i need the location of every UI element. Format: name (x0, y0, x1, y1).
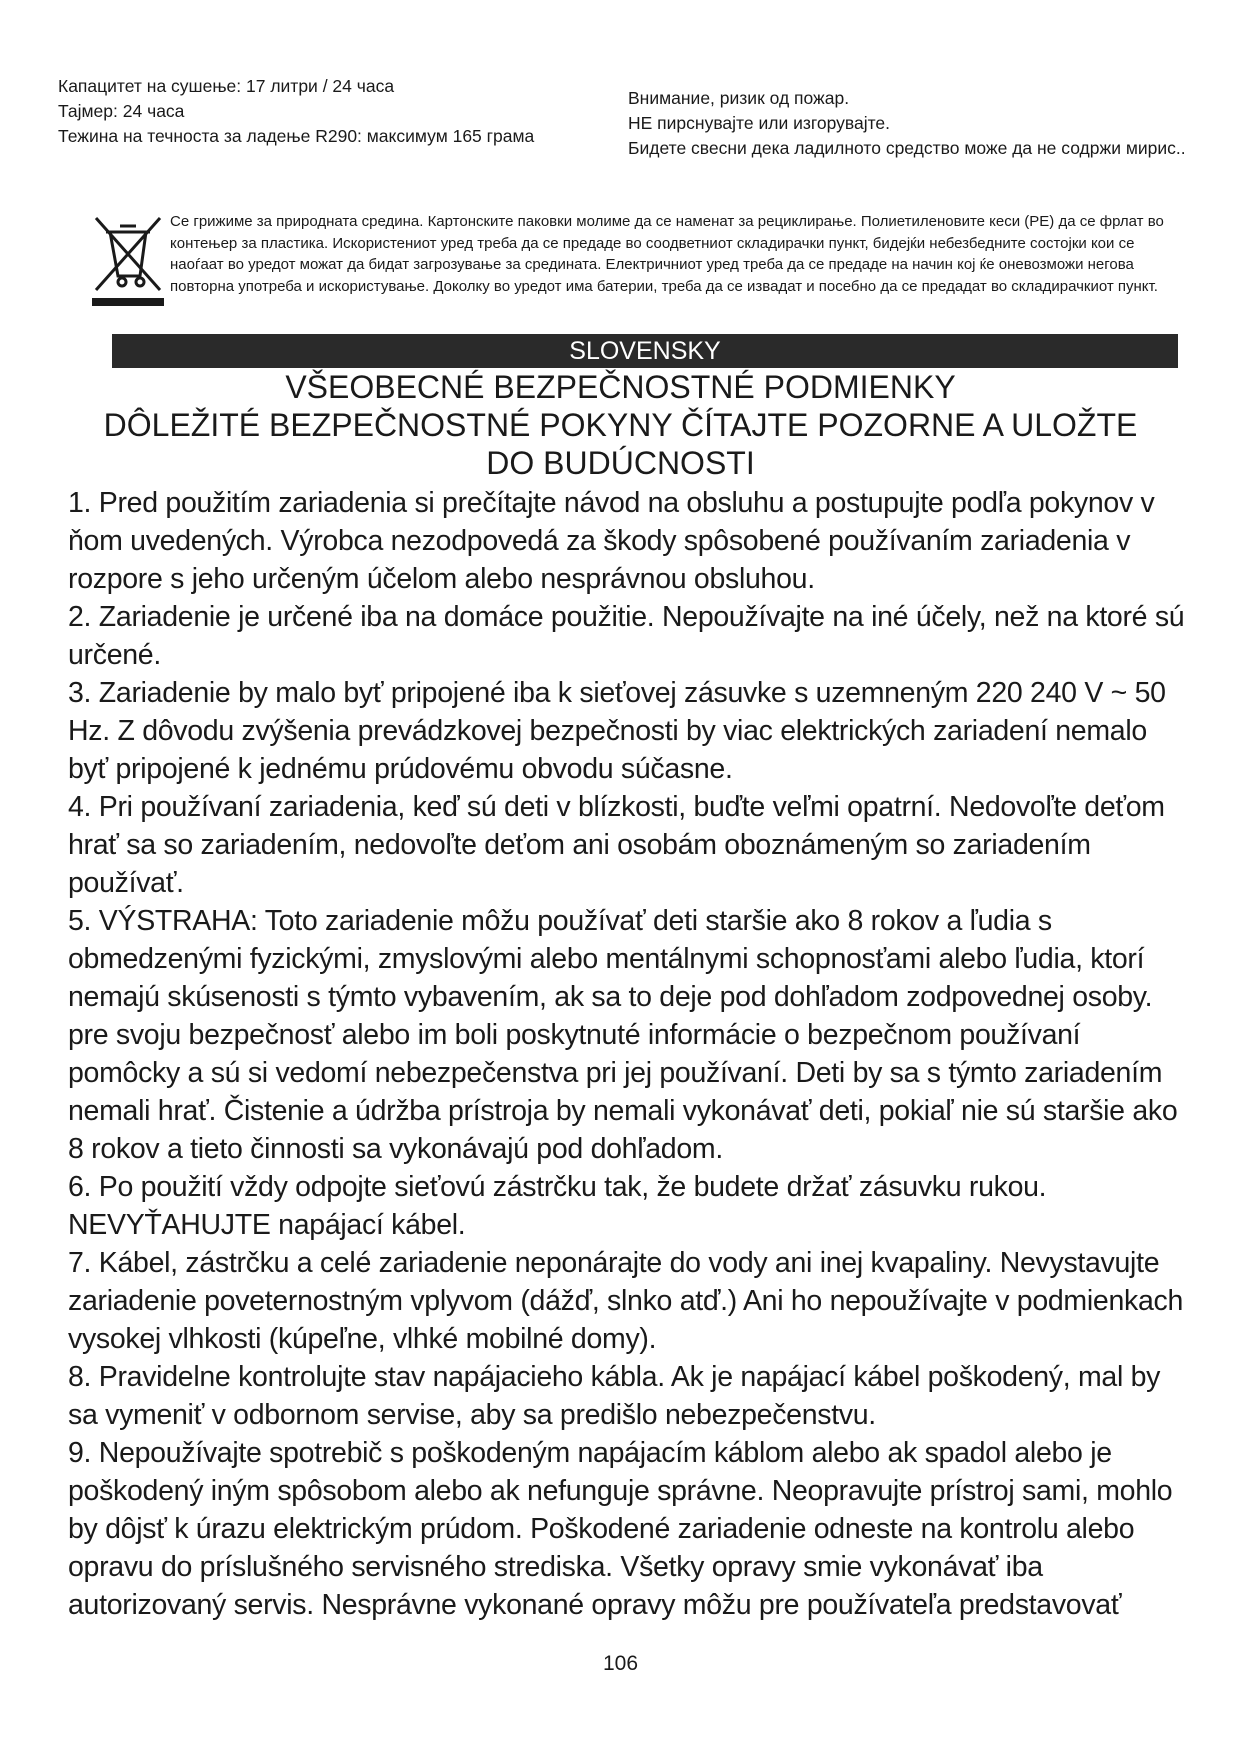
crossed-out-wheelie-bin-icon (88, 214, 168, 314)
environmental-notice: Се грижиме за природната средина. Картонските паковки молиме да се наменат за рециклирање. Полиетиленовите кеси (PE) да се фрлат во контењер за пластика. Искористениот уред треба да се предаде во соодветниот складирачки пункт, бидејќи небезбедните состојки кои се наоѓаат во уредот можат да бидат загрозување за средината. Електричниот уред треба да се предаде на начин кој ќе оневозможи негова повторна употреба и искористување. Доколку во уредот има батерии, треба да се извадат и посебно да се предадат во складирачкиот пункт. (170, 213, 1164, 295)
fire-warning-line-3: Бидете свесни дека ладилното средство може да не содржи мирис.. (628, 138, 1186, 158)
timer-spec: Тајмер: 24 часа (58, 101, 185, 121)
instruction-item: 1. Pred použitím zariadenia si prečítajte návod na obsluhu a postupujte podľa pokynov v ňom uvedených. Výrobca nezodpovedá za škody spôsobené používaním zariadenia v rozpore s jeho určeným účelom alebo nesprávnou obsluhou. (68, 487, 1155, 595)
instruction-item: 9. Nepoužívajte spotrebič s poškodeným napájacím káblom alebo ak spadol alebo je poškodený iným spôsobom alebo ak nefunguje správne. Neopravujte prístroj sami, mohlo by dôjsť k úrazu elektrickým prúdom. Poškodené zariadenie odneste na kontrolu alebo opravu do príslušného servisného strediska. Všetky opravy smie vykonávať iba autorizovaný servis. Nesprávne vykonané opravy môžu pre používateľa predstavovať (68, 1437, 1173, 1621)
fire-warning-block (628, 86, 1188, 161)
instruction-item: 3. Zariadenie by malo byť pripojené iba k sieťovej zásuvke s uzemneným 220 240 V ~ 50 Hz. Z dôvodu zvýšenia prevádzkovej bezpečnosti by viac elektrických zariadení nemalo byť pripojené k jednému prúdovému obvodu súčasne. (68, 677, 1166, 785)
fire-warning-line-2: НЕ пирснувајте или изгорувајте. (628, 113, 891, 133)
instruction-item: 8. Pravidelne kontrolujte stav napájacieho kábla. Ak je napájací kábel poškodený, mal by sa vymeniť v odbornom servise, aby sa predišlo nebezpečenstvu. (68, 1361, 1161, 1431)
refrigerant-weight: Тежина на течноста за ладење R290: максимум 165 грама (58, 126, 535, 146)
instruction-item: 2. Zariadenie je určené iba na domáce použitie. Nepoužívajte na iné účely, než na ktoré sú určené. (68, 601, 1185, 671)
safety-instructions (68, 484, 1188, 1624)
page-number: 106 (602, 1652, 639, 1675)
instruction-item: 6. Po použití vždy odpojte sieťovú zástrčku tak, že budete držať zásuvku rukou. NEVYŤAHUJTE napájací kábel. (68, 1171, 1047, 1241)
specifications-block (58, 74, 534, 149)
section-subtitle: DÔLEŽITÉ BEZPEČNOSTNÉ POKYNY ČÍTAJTE POZORNE A ULOŽTE DO BUDÚCNOSTI (103, 407, 1138, 481)
language-header: SLOVENSKY (112, 334, 1178, 368)
instruction-item: 7. Kábel, zástrčku a celé zariadenie neponárajte do vody ani inej kvapaliny. Nevystavujte zariadenie poveternostným vplyvom (dážď, slnko atď.) Ani ho nepoužívajte v podmienkach vysokej vlhkosti (kúpeľne, vlhké mobilné domy). (68, 1247, 1184, 1355)
instruction-item: 4. Pri používaní zariadenia, keď sú deti v blízkosti, buďte veľmi opatrní. Nedovoľte deťom hrať sa so zariadením, nedovoľte deťom ani osobám oboznámeným so zariadením používať. (68, 791, 1165, 899)
fire-warning-line-1: Внимание, ризик од пожар. (628, 88, 850, 108)
instruction-item: 5. VÝSTRAHA: Toto zariadenie môžu používať deti staršie ako 8 rokov a ľudia s obmedzenými fyzickými, zmyslovými alebo mentálnymi schopnosťami alebo ľudia, ktorí nemajú skúsenosti s týmto vybavením, ak sa to deje pod dohľadom zodpovednej osoby. pre svoju bezpečnosť alebo im boli poskytnuté informácie o bezpečnom používaní pomôcky a sú si vedomí nebezpečenstva pri jej používaní. Deti by sa s týmto zariadením nemali hrať. Čistenie a údržba prístroja by nemali vykonávať deti, pokiaľ nie sú staršie ako 8 rokov a tieto činnosti sa vykonávajú pod dohľadom. (68, 905, 1178, 1165)
drying-capacity: Капацитет на сушење: 17 литри / 24 часа (58, 76, 395, 96)
section-title: VŠEOBECNÉ BEZPEČNOSTNÉ PODMIENKY (285, 369, 956, 405)
